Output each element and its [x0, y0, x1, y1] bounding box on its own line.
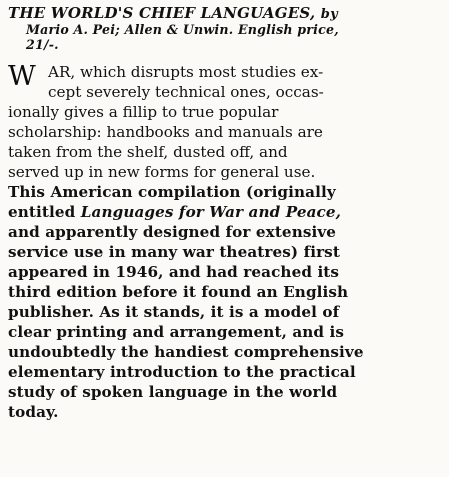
drop-cap: W [8, 61, 36, 92]
by-word: by [320, 7, 338, 22]
price-line: 21/-. [26, 37, 59, 52]
title-line [8, 6, 441, 22]
paragraph-line: today. [8, 403, 59, 421]
paragraph-line: appeared in 1946, and had reached its [8, 263, 340, 281]
paragraph-line: undoubtedly the handiest comprehensive [8, 343, 364, 361]
paragraph-line: and apparently designed for extensive [8, 223, 337, 241]
review-body [8, 62, 441, 422]
paragraph-line: publisher. As it stands, it is a model of [8, 303, 340, 321]
paragraph-line: third edition before it found an English [8, 283, 349, 301]
paragraph-line: served up in new forms for general use. [8, 163, 316, 181]
paragraph-line: clear printing and arrangement, and is [8, 323, 345, 341]
paragraph-line: cept severely technical ones, occas- [48, 83, 324, 101]
paragraph-text: entitled [8, 203, 76, 221]
paragraph-line: service use in many war theatres) first [8, 243, 340, 261]
paragraph-line: elementary introduction to the practical [8, 363, 356, 381]
original-title: Languages for War and Peace, [80, 203, 342, 221]
paragraph-line: AR, which disrupts most studies ex- [48, 63, 324, 81]
paragraph-line [8, 202, 441, 222]
book-title: THE WORLD'S CHIEF LANGUAGES, [8, 4, 316, 22]
author-publisher-line: Mario A. Pei; Allen & Unwin. English price, [26, 22, 339, 37]
paragraph-line: This American compilation (originally [8, 183, 336, 201]
review-header [8, 6, 441, 52]
paragraph-line: scholarship: handbooks and manuals are [8, 123, 323, 141]
paragraph-line: study of spoken language in the world [8, 383, 338, 401]
paragraph-line: taken from the shelf, dusted off, and [8, 143, 288, 161]
paragraph-line: ionally gives a fillip to true popular [8, 103, 279, 121]
